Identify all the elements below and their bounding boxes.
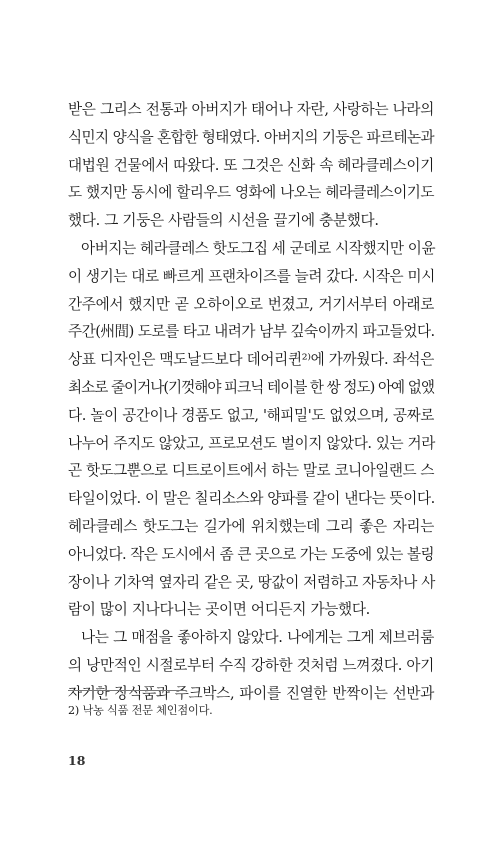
text-line: 아버지는 헤라클레스 핫도그집 세 군데로 시작했지만 이윤 bbox=[81, 239, 436, 257]
text-line: 자기한 장식품과 주크박스, 파이를 진열한 반짝이는 선반과 bbox=[68, 684, 434, 702]
footnote-divider bbox=[68, 690, 186, 691]
text-line: 아니었다. 작은 도시에서 좀 큰 곳으로 가는 도중에 있는 볼링 bbox=[68, 545, 434, 563]
text-line: 간주에서 했지만 곧 오하이오로 번졌고, 거기서부터 아래로 bbox=[68, 295, 434, 313]
text-line: 식민지 양식을 혼합한 형태였다. 아버지의 기둥은 파르테논과 bbox=[68, 128, 434, 146]
text-line: 장이나 기차역 옆자리 같은 곳, 땅값이 저렴하고 자동차나 사 bbox=[68, 573, 435, 591]
text-line: 상표 디자인은 맥도날드보다 데어리퀸²⁾에 가까웠다. 좌석은 bbox=[68, 351, 435, 369]
text-line: 타일이었다. 이 말은 칠리소스와 양파를 같이 낸다는 뜻이다. bbox=[68, 490, 435, 508]
text-line: 도 했지만 동시에 할리우드 영화에 나오는 헤라클레스이기도 bbox=[68, 184, 434, 202]
text-line: 나는 그 매점을 좋아하지 않았다. 나에게는 그게 제브러룸 bbox=[81, 629, 434, 647]
text-line: 받은 그리스 전통과 아버지가 태어나 자란, 사랑하는 나라의 bbox=[68, 101, 434, 118]
text-line: 최소로 줄이거나(기껏해야 피크닉 테이블 한 쌍 정도) 아예 없앴 bbox=[68, 378, 434, 396]
text-line: 주간(州間) 도로를 타고 내려가 남부 깊숙이까지 파고들었다. bbox=[68, 323, 435, 341]
body-text bbox=[68, 96, 434, 708]
footnote: 2) 낙농 식품 전문 체인점이다. bbox=[68, 704, 213, 717]
text-line: 대법원 건물에서 따왔다. 또 그것은 신화 속 헤라클레스이기 bbox=[68, 156, 434, 174]
text-line: 헤라클레스 핫도그는 길가에 위치했는데 그리 좋은 자리는 bbox=[68, 517, 434, 535]
page-number: 18 bbox=[68, 753, 86, 768]
text-line: 람이 많이 지나다니는 곳이면 어디든지 가능했다. bbox=[68, 601, 370, 619]
text-line: 다. 놀이 공간이나 경품도 없고, '해피밀'도 없었으며, 공짜로 bbox=[68, 406, 434, 424]
text-line: 의 낭만적인 시절로부터 수직 강하한 것처럼 느껴졌다. 아기 bbox=[68, 656, 434, 674]
text-line: 곤 핫도그뿐으로 디트로이트에서 하는 말로 코니아일랜드 스 bbox=[68, 462, 434, 480]
text-line: 했다. 그 기둥은 사람들의 시선을 끌기에 충분했다. bbox=[68, 212, 379, 230]
text-line: 나누어 주지도 않았고, 프로모션도 벌이지 않았다. 있는 거라 bbox=[68, 434, 435, 452]
text-line: 이 생기는 대로 빠르게 프랜차이즈를 늘려 갔다. 시작은 미시 bbox=[68, 267, 435, 285]
